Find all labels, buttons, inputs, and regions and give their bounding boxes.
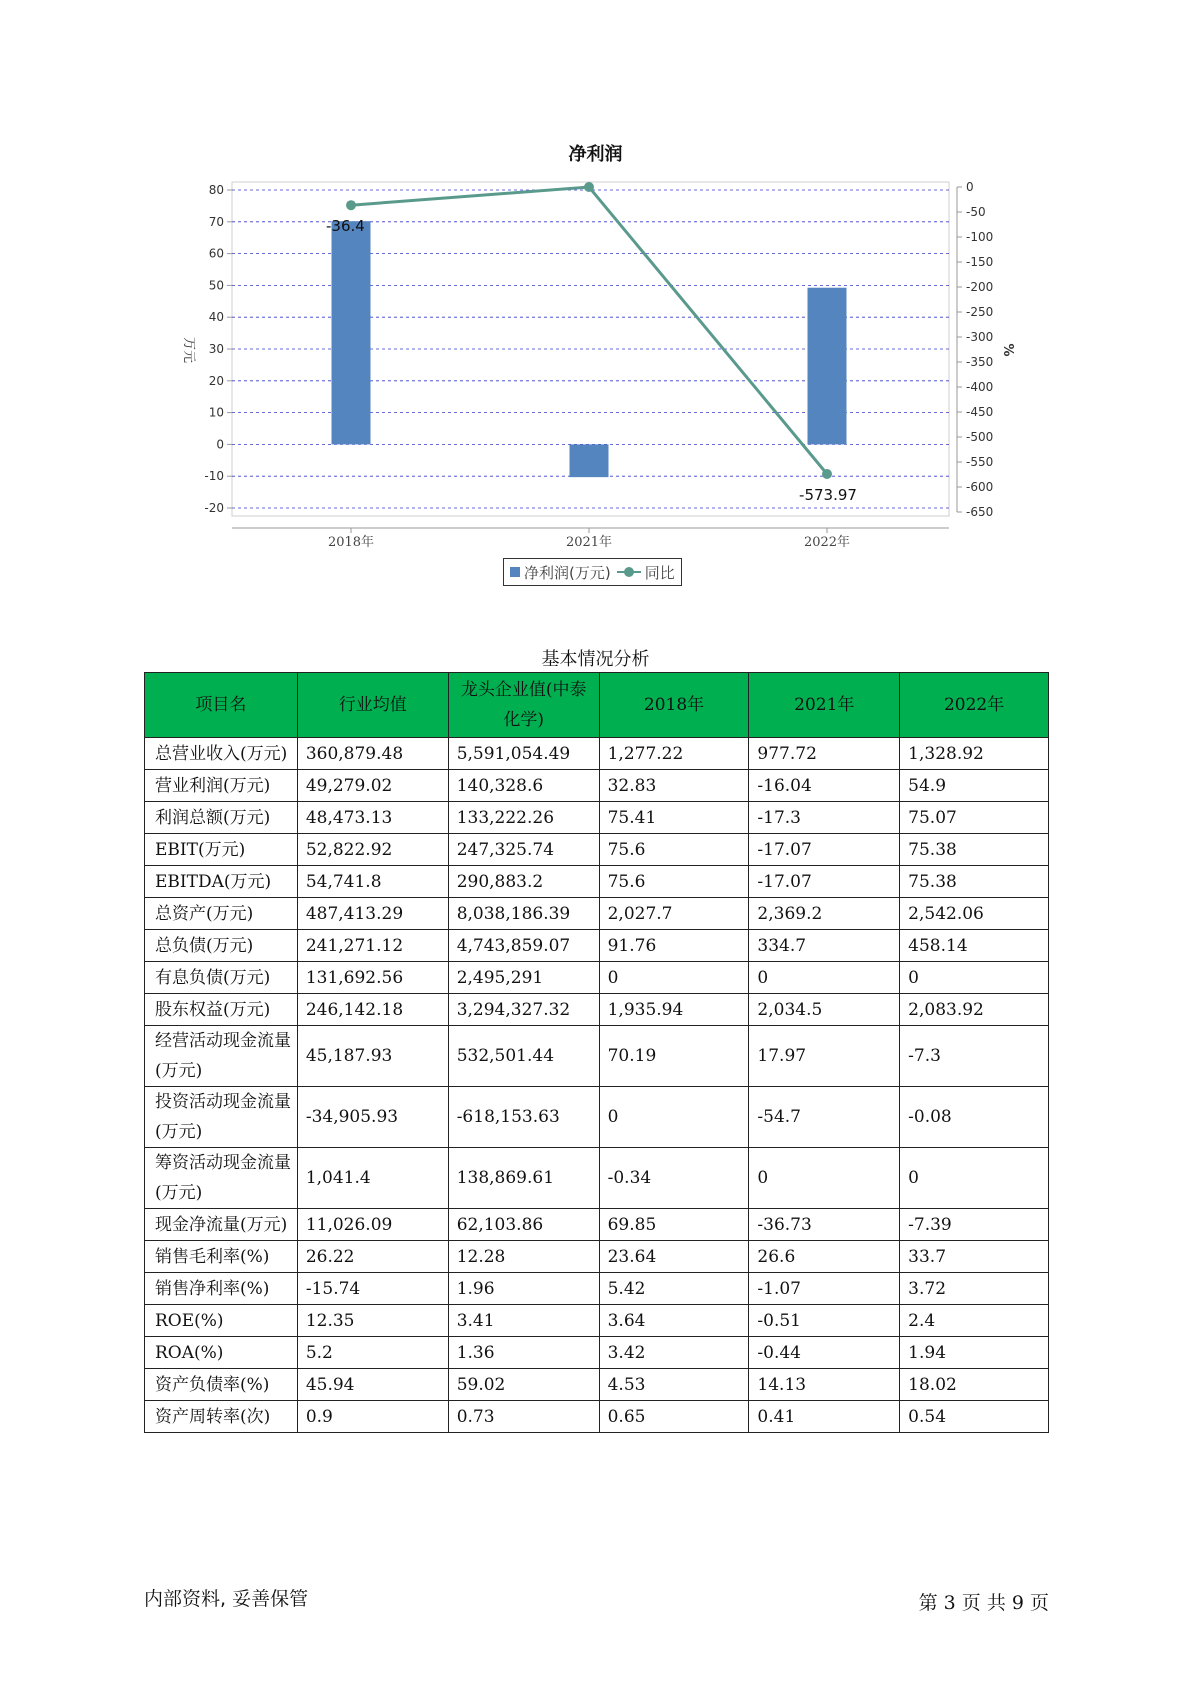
table-cell: 59.02 [448, 1369, 599, 1401]
table-row [145, 738, 1049, 770]
table-cell: 0.54 [900, 1401, 1049, 1433]
table-cell: 8,038,186.39 [448, 898, 599, 930]
table-cell: 247,325.74 [448, 834, 599, 866]
right-tick-label: -400 [966, 380, 994, 394]
table-cell: 75.6 [599, 834, 749, 866]
table-cell: 3.42 [599, 1337, 749, 1369]
table-row [145, 930, 1049, 962]
table-cell: 26.6 [749, 1241, 900, 1273]
table-row [145, 962, 1049, 994]
chart-legend [503, 558, 682, 586]
data-label: -573.97 [799, 485, 857, 504]
table-cell: -618,153.63 [448, 1087, 599, 1148]
table-cell: 2,542.06 [900, 898, 1049, 930]
data-label: -36.4 [326, 217, 365, 236]
table-cell: 0.9 [297, 1401, 448, 1433]
table-header-cell: 项目名 [145, 673, 298, 738]
table-row [145, 802, 1049, 834]
table-cell: 1.96 [448, 1273, 599, 1305]
table-cell: 45.94 [297, 1369, 448, 1401]
table-row [145, 1026, 1049, 1087]
table-cell: 2,369.2 [749, 898, 900, 930]
table-cell: -0.08 [900, 1087, 1049, 1148]
row-label-cell: 营业利润(万元) [145, 770, 298, 802]
table-cell: -17.07 [749, 866, 900, 898]
table-cell: 290,883.2 [448, 866, 599, 898]
table-row [145, 994, 1049, 1026]
table-cell: 2,495,291 [448, 962, 599, 994]
table-cell: 360,879.48 [297, 738, 448, 770]
left-tick-label: 60 [208, 246, 224, 261]
table-header-cell: 2022年 [900, 673, 1049, 738]
table-cell: 5.42 [599, 1273, 749, 1305]
table-cell: 62,103.86 [448, 1209, 599, 1241]
footer-confidential: 内部资料, 妥善保管 [144, 1588, 309, 1610]
bar [808, 288, 847, 445]
table-cell: 12.28 [448, 1241, 599, 1273]
legend-bar-swatch [510, 567, 520, 577]
yoy-point [346, 200, 356, 210]
bar [570, 444, 609, 477]
table-cell: 0 [599, 1087, 749, 1148]
table-cell: 4.53 [599, 1369, 749, 1401]
table-cell: 246,142.18 [297, 994, 448, 1026]
table-cell: -15.74 [297, 1273, 448, 1305]
chart-title: 净利润 [568, 144, 623, 165]
row-label-cell: 总负债(万元) [145, 930, 298, 962]
x-tick-label: 2022年 [803, 535, 851, 550]
yoy-line [351, 187, 827, 474]
table-cell: 458.14 [900, 930, 1049, 962]
table-cell: 241,271.12 [297, 930, 448, 962]
row-label-cell: 销售毛利率(%) [145, 1241, 298, 1273]
table-cell: 18.02 [900, 1369, 1049, 1401]
table-row [145, 770, 1049, 802]
row-label-cell: ROE(%) [145, 1305, 298, 1337]
left-axis-label: 万元 [181, 336, 196, 364]
table-cell: 0 [749, 1148, 900, 1209]
footer-page-number: 第 3 页 共 9 页 [918, 1592, 1049, 1614]
table-cell: 32.83 [599, 770, 749, 802]
table-cell: 1.94 [900, 1337, 1049, 1369]
table-cell: 52,822.92 [297, 834, 448, 866]
table-cell: -34,905.93 [297, 1087, 448, 1148]
table-cell: 0.73 [448, 1401, 599, 1433]
table-cell: 487,413.29 [297, 898, 448, 930]
right-tick-label: 0 [966, 180, 974, 194]
table-cell: 33.7 [900, 1241, 1049, 1273]
right-tick-label: -150 [966, 255, 994, 269]
legend-line-swatch [617, 567, 641, 577]
row-label-cell: 经营活动现金流量(万元) [145, 1026, 298, 1087]
table-cell: 0 [900, 962, 1049, 994]
table-cell: 1,328.92 [900, 738, 1049, 770]
table-cell: 334.7 [749, 930, 900, 962]
right-tick-label: -50 [966, 205, 986, 219]
left-tick-label: 80 [208, 183, 224, 197]
right-axis-label: % [1000, 343, 1015, 357]
table-cell: 54,741.8 [297, 866, 448, 898]
table-cell: -54.7 [749, 1087, 900, 1148]
table-cell: 2,083.92 [900, 994, 1049, 1026]
left-tick-label: 20 [208, 373, 224, 388]
table-cell: 1,935.94 [599, 994, 749, 1026]
row-label-cell: 利润总额(万元) [145, 802, 298, 834]
row-label-cell: 股东权益(万元) [145, 994, 298, 1026]
x-tick-label: 2021年 [565, 535, 613, 550]
right-tick-label: -250 [966, 305, 994, 319]
yoy-point [584, 182, 594, 192]
table-row [145, 1087, 1049, 1148]
table-cell: -16.04 [749, 770, 900, 802]
table-cell: 75.41 [599, 802, 749, 834]
table-row [145, 834, 1049, 866]
bar [332, 221, 371, 444]
table-header-cell: 龙头企业值(中泰化学) [448, 673, 599, 738]
table-cell: 3.72 [900, 1273, 1049, 1305]
table-cell: 1.36 [448, 1337, 599, 1369]
left-tick-label: 40 [208, 310, 224, 325]
table-cell: 48,473.13 [297, 802, 448, 834]
table-row [145, 1273, 1049, 1305]
table-cell: 14.13 [749, 1369, 900, 1401]
table-cell: 3,294,327.32 [448, 994, 599, 1026]
row-label-cell: 总营业收入(万元) [145, 738, 298, 770]
row-label-cell: EBIT(万元) [145, 834, 298, 866]
left-tick-label: 0 [216, 437, 224, 452]
left-tick-label: 30 [208, 342, 224, 356]
table-cell: 2,034.5 [749, 994, 900, 1026]
table-row [145, 1401, 1049, 1433]
table-cell: -0.34 [599, 1148, 749, 1209]
left-tick-label: 50 [208, 278, 224, 293]
table-row [145, 1337, 1049, 1369]
row-label-cell: 资产负债率(%) [145, 1369, 298, 1401]
table-cell: -0.51 [749, 1305, 900, 1337]
left-tick-label: -10 [204, 469, 224, 484]
table-row [145, 866, 1049, 898]
table-row [145, 1241, 1049, 1273]
legend-bar-label: 净利润(万元) [524, 563, 611, 582]
table-cell: 11,026.09 [297, 1209, 448, 1241]
row-label-cell: 销售净利率(%) [145, 1273, 298, 1305]
yoy-point [822, 469, 832, 479]
table-cell: 91.76 [599, 930, 749, 962]
table-cell: 49,279.02 [297, 770, 448, 802]
right-tick-label: -600 [966, 480, 994, 494]
row-label-cell: EBITDA(万元) [145, 866, 298, 898]
table-header-row [145, 673, 1049, 738]
row-label-cell: 总资产(万元) [145, 898, 298, 930]
table-cell: 977.72 [749, 738, 900, 770]
row-label-cell: 筹资活动现金流量(万元) [145, 1148, 298, 1209]
table-cell: 23.64 [599, 1241, 749, 1273]
analysis-table [144, 672, 1049, 1433]
right-tick-label: -650 [966, 505, 994, 519]
table-cell: 532,501.44 [448, 1026, 599, 1087]
table-cell: 133,222.26 [448, 802, 599, 834]
left-tick-label: -20 [204, 501, 224, 515]
row-label-cell: 有息负债(万元) [145, 962, 298, 994]
right-tick-label: -500 [966, 430, 994, 444]
right-tick-label: -200 [966, 280, 994, 294]
table-cell: 0 [749, 962, 900, 994]
table-cell: -36.73 [749, 1209, 900, 1241]
left-tick-label: 10 [208, 405, 224, 420]
table-cell: 2,027.7 [599, 898, 749, 930]
legend-line-label: 同比 [644, 563, 675, 582]
table-cell: 0.41 [749, 1401, 900, 1433]
table-header-cell: 2018年 [599, 673, 749, 738]
table-title: 基本情况分析 [541, 649, 650, 670]
table-row [145, 1305, 1049, 1337]
table-cell: 75.07 [900, 802, 1049, 834]
table-cell: 75.38 [900, 834, 1049, 866]
table-cell: 0 [900, 1148, 1049, 1209]
table-cell: 69.85 [599, 1209, 749, 1241]
table-cell: 5.2 [297, 1337, 448, 1369]
table-cell: 4,743,859.07 [448, 930, 599, 962]
table-cell: -7.3 [900, 1026, 1049, 1087]
table-header-cell: 2021年 [749, 673, 900, 738]
table-cell: 1,041.4 [297, 1148, 448, 1209]
table-cell: 0 [599, 962, 749, 994]
right-tick-label: -100 [966, 230, 994, 244]
table-cell: 26.22 [297, 1241, 448, 1273]
table-cell: 2.4 [900, 1305, 1049, 1337]
table-cell: 0.65 [599, 1401, 749, 1433]
table-cell: 5,591,054.49 [448, 738, 599, 770]
table-cell: 1,277.22 [599, 738, 749, 770]
right-tick-label: -450 [966, 405, 994, 419]
table-cell: 3.41 [448, 1305, 599, 1337]
table-cell: -1.07 [749, 1273, 900, 1305]
table-cell: 45,187.93 [297, 1026, 448, 1087]
table-cell: -7.39 [900, 1209, 1049, 1241]
table-cell: -17.07 [749, 834, 900, 866]
right-tick-label: -550 [966, 455, 994, 469]
table-cell: 70.19 [599, 1026, 749, 1087]
table-cell: 17.97 [749, 1026, 900, 1087]
row-label-cell: 资产周转率(次) [145, 1401, 298, 1433]
table-cell: -17.3 [749, 802, 900, 834]
right-tick-label: -350 [966, 355, 994, 369]
table-cell: 140,328.6 [448, 770, 599, 802]
right-tick-label: -300 [966, 330, 994, 344]
table-row [145, 1209, 1049, 1241]
row-label-cell: 现金净流量(万元) [145, 1209, 298, 1241]
row-label-cell: 投资活动现金流量(万元) [145, 1087, 298, 1148]
x-tick-label: 2018年 [327, 535, 375, 550]
table-cell: -0.44 [749, 1337, 900, 1369]
row-label-cell: ROA(%) [145, 1337, 298, 1369]
net-profit-chart [0, 160, 1191, 550]
table-header-cell: 行业均值 [297, 673, 448, 738]
table-cell: 75.6 [599, 866, 749, 898]
table-cell: 75.38 [900, 866, 1049, 898]
left-tick-label: 70 [208, 214, 224, 229]
table-row [145, 1148, 1049, 1209]
table-cell: 12.35 [297, 1305, 448, 1337]
table-row [145, 1369, 1049, 1401]
table-cell: 54.9 [900, 770, 1049, 802]
table-row [145, 898, 1049, 930]
table-cell: 131,692.56 [297, 962, 448, 994]
table-cell: 3.64 [599, 1305, 749, 1337]
table-cell: 138,869.61 [448, 1148, 599, 1209]
